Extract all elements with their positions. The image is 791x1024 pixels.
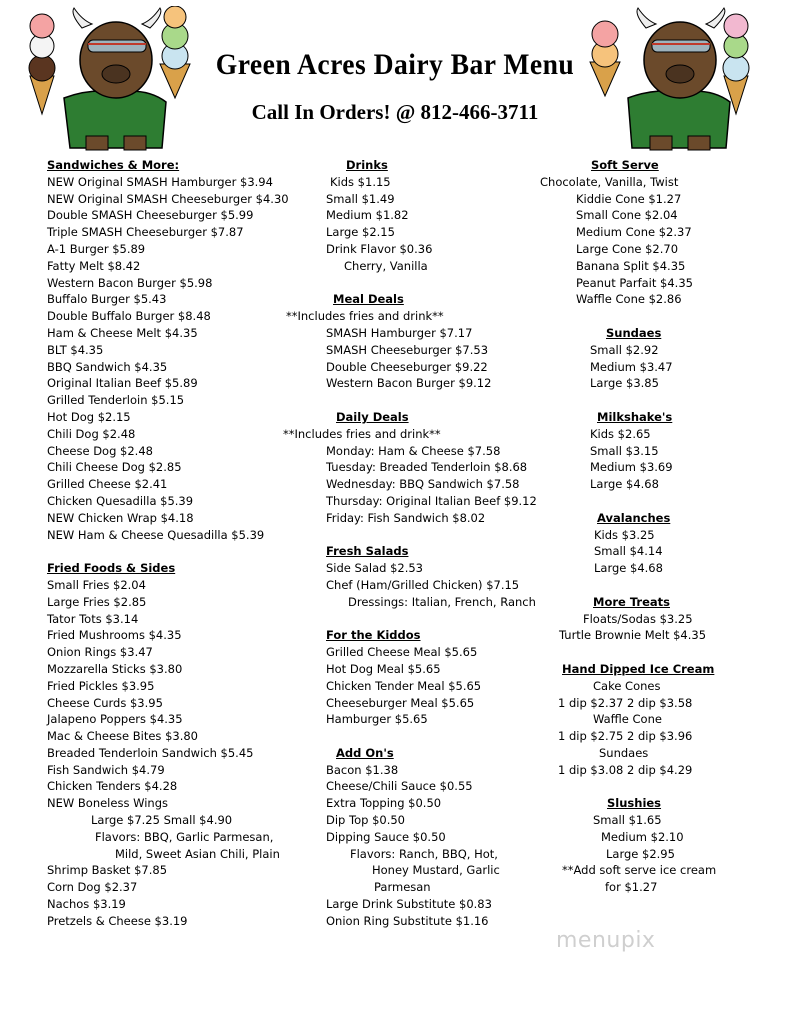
menu-item: Chicken Tenders $4.28 [47, 779, 178, 794]
spacer [540, 392, 716, 409]
menu-item: Pretzels & Cheese $3.19 [47, 913, 188, 928]
menu-column-left [47, 157, 289, 930]
menu-item: Medium $2.10 [601, 829, 684, 844]
menu-item: Cheese Dog $2.48 [47, 443, 153, 458]
menu-item: Chef (Ham/Grilled Chicken) $7.15 [326, 577, 520, 592]
menu-item: Small $2.92 [590, 342, 659, 357]
menu-item: Friday: Fish Sandwich $8.02 [326, 510, 486, 525]
menu-item: Grilled Cheese $2.41 [47, 477, 168, 492]
section-heading: Hand Dipped Ice Cream [562, 661, 715, 676]
section-heading: Fried Foods & Sides [47, 561, 176, 576]
spacer [326, 527, 537, 544]
menu-item: Buffalo Burger $5.43 [47, 292, 167, 307]
menu-item: Monday: Ham & Cheese $7.58 [326, 443, 501, 458]
menu-item: 1 dip $2.37 2 dip $3.58 [558, 695, 693, 710]
menu-item: Hot Dog Meal $5.65 [326, 661, 441, 676]
spacer [540, 308, 716, 325]
menu-item: Cherry, Vanilla [344, 258, 428, 273]
menu-item: 1 dip $2.75 2 dip $3.96 [558, 729, 693, 744]
menu-item: Dip Top $0.50 [326, 813, 405, 828]
menu-item: Large Cone $2.70 [576, 241, 679, 256]
menu-column-middle [283, 157, 537, 930]
menu-item: Mozzarella Sticks $3.80 [47, 661, 183, 676]
spacer [540, 493, 716, 510]
menu-item: Large $2.15 [326, 225, 395, 240]
call-in-orders-phone: Call In Orders! @ 812-466-3711 [251, 100, 539, 124]
menu-item: Corn Dog $2.37 [47, 880, 138, 895]
menu-item: Sundaes [599, 745, 649, 760]
menu-item: Floats/Sodas $3.25 [583, 611, 693, 626]
menu-item: Waffle Cone $2.86 [576, 292, 682, 307]
menu-item: Large $2.95 [606, 846, 675, 861]
menu-item: Nachos $3.19 [47, 897, 126, 912]
menu-item: Large $3.85 [590, 376, 659, 391]
menu-item: NEW Original SMASH Cheeseburger $4.30 [47, 191, 289, 206]
menu-item: Bacon $1.38 [326, 762, 399, 777]
menu-item: Waffle Cone [593, 712, 662, 727]
menu-item: 1 dip $3.08 2 dip $4.29 [558, 762, 693, 777]
menu-title: Green Acres Dairy Bar Menu [215, 48, 575, 81]
menu-item: Double Buffalo Burger $8.48 [47, 309, 211, 324]
menu-item: Jalapeno Poppers $4.35 [47, 712, 183, 727]
menu-item: Dressings: Italian, French, Ranch [348, 594, 536, 609]
section-heading: More Treats [593, 594, 670, 609]
menu-item: Cheese/Chili Sauce $0.55 [326, 779, 473, 794]
menu-item: BBQ Sandwich $4.35 [47, 359, 168, 374]
menu-item: Medium $3.47 [590, 359, 673, 374]
menu-item: NEW Ham & Cheese Quesadilla $5.39 [47, 527, 265, 542]
menu-item: SMASH Cheeseburger $7.53 [326, 342, 489, 357]
menu-item: Flavors: Ranch, BBQ, Hot, [350, 846, 498, 861]
menu-item: Banana Split $4.35 [576, 258, 686, 273]
menu-item: Chocolate, Vanilla, Twist [540, 174, 679, 189]
menu-item: Extra Topping $0.50 [326, 796, 442, 811]
section-heading: Milkshake's [597, 409, 673, 424]
menu-item: Western Bacon Burger $5.98 [47, 275, 213, 290]
section-heading: Soft Serve [591, 158, 659, 172]
spacer [326, 728, 537, 745]
section-heading: Fresh Salads [326, 544, 409, 559]
menu-item: Parmesan [374, 880, 431, 895]
menu-item: SMASH Hamburger $7.17 [326, 325, 473, 340]
menu-item: Cheeseburger Meal $5.65 [326, 695, 475, 710]
menu-item: Large $4.68 [590, 477, 659, 492]
menu-item: Flavors: BBQ, Garlic Parmesan, [95, 829, 274, 844]
menu-item: Breaded Tenderloin Sandwich $5.45 [47, 745, 254, 760]
menu-item: for $1.27 [605, 880, 658, 895]
spacer [540, 577, 716, 594]
section-heading: Avalanches [597, 510, 671, 525]
spacer [540, 644, 716, 661]
menu-item: BLT $4.35 [47, 342, 104, 357]
section-heading: Meal Deals [333, 292, 404, 307]
menu-item: Small $1.65 [593, 813, 662, 828]
menu-item: Cheese Curds $3.95 [47, 695, 163, 710]
menu-item: Fish Sandwich $4.79 [47, 762, 165, 777]
menu-column-right [540, 157, 716, 896]
menu-item: A-1 Burger $5.89 [47, 241, 146, 256]
menu-item: Cake Cones [593, 678, 661, 693]
menu-item: Chicken Tender Meal $5.65 [326, 678, 482, 693]
spacer [326, 392, 537, 409]
menu-item: Hamburger $5.65 [326, 712, 428, 727]
menu-item: Kiddie Cone $1.27 [576, 191, 682, 206]
menu-item: Turtle Brownie Melt $4.35 [559, 628, 707, 643]
menu-item: Fried Mushrooms $4.35 [47, 628, 182, 643]
section-heading: Sundaes [606, 325, 662, 340]
section-heading: Slushies [607, 796, 662, 811]
bison-mascot-right-icon [576, 6, 766, 152]
menu-item: Small Cone $2.04 [576, 208, 678, 223]
menu-item: Small Fries $2.04 [47, 577, 146, 592]
menu-item: Chicken Quesadilla $5.39 [47, 493, 194, 508]
menu-item: Kids $2.65 [590, 426, 651, 441]
menu-item: Honey Mustard, Garlic [372, 863, 500, 878]
section-heading: Drinks [346, 158, 388, 172]
bison-mascot-left-icon [24, 6, 214, 152]
menu-item: Tator Tots $3.14 [47, 611, 139, 626]
menu-item: Medium Cone $2.37 [576, 225, 692, 240]
menu-item: NEW Boneless Wings [47, 796, 168, 811]
menu-item: Thursday: Original Italian Beef $9.12 [326, 493, 537, 508]
spacer [540, 778, 716, 795]
menu-item: Chili Dog $2.48 [47, 426, 136, 441]
menu-item: **Includes fries and drink** [286, 309, 444, 324]
menu-item: Kids $1.15 [330, 174, 391, 189]
menu-item: Dipping Sauce $0.50 [326, 829, 446, 844]
menu-item: Fried Pickles $3.95 [47, 678, 155, 693]
menu-item: Peanut Parfait $4.35 [576, 275, 693, 290]
menupix-watermark: menupix [556, 928, 656, 953]
menu-item: Grilled Cheese Meal $5.65 [326, 645, 478, 660]
spacer [47, 543, 289, 560]
menu-item: NEW Chicken Wrap $4.18 [47, 510, 194, 525]
menu-item: Original Italian Beef $5.89 [47, 376, 198, 391]
menu-item: Double SMASH Cheeseburger $5.99 [47, 208, 254, 223]
menu-item: Onion Rings $3.47 [47, 645, 153, 660]
menu-item: Chili Cheese Dog $2.85 [47, 460, 182, 475]
section-heading: Add On's [336, 745, 394, 760]
menu-item: Fatty Melt $8.42 [47, 258, 141, 273]
menu-item: Western Bacon Burger $9.12 [326, 376, 492, 391]
menu-item: NEW Original SMASH Hamburger $3.94 [47, 174, 273, 189]
menu-item: Hot Dog $2.15 [47, 409, 131, 424]
menu-item: Medium $1.82 [326, 208, 409, 223]
menu-item: **Includes fries and drink** [283, 426, 441, 441]
section-heading: For the Kiddos [326, 628, 421, 643]
menu-item: Mild, Sweet Asian Chili, Plain [115, 846, 280, 861]
section-heading: Daily Deals [336, 409, 409, 424]
menu-item: Small $1.49 [326, 191, 395, 206]
menu-item: Large Fries $2.85 [47, 594, 147, 609]
menu-item: Large $7.25 Small $4.90 [91, 813, 233, 828]
menu-item: Large $4.68 [594, 561, 663, 576]
menu-item: Shrimp Basket $7.85 [47, 863, 168, 878]
menu-item: Small $3.15 [590, 443, 659, 458]
menu-item: Ham & Cheese Melt $4.35 [47, 325, 198, 340]
menu-item: **Add soft serve ice cream [562, 863, 717, 878]
menu-item: Onion Ring Substitute $1.16 [326, 913, 489, 928]
section-heading: Sandwiches & More: [47, 158, 180, 172]
menu-item: Mac & Cheese Bites $3.80 [47, 729, 198, 744]
menu-item: Medium $3.69 [590, 460, 673, 475]
menu-item: Small $4.14 [594, 544, 663, 559]
menu-item: Drink Flavor $0.36 [326, 241, 433, 256]
spacer [326, 611, 537, 628]
menu-item: Triple SMASH Cheeseburger $7.87 [47, 225, 244, 240]
menu-item: Double Cheeseburger $9.22 [326, 359, 488, 374]
menu-item: Grilled Tenderloin $5.15 [47, 393, 185, 408]
menu-item: Large Drink Substitute $0.83 [326, 897, 492, 912]
menu-item: Wednesday: BBQ Sandwich $7.58 [326, 477, 520, 492]
menu-item: Tuesday: Breaded Tenderloin $8.68 [326, 460, 528, 475]
spacer [326, 275, 537, 292]
menu-item: Side Salad $2.53 [326, 561, 423, 576]
menu-item: Kids $3.25 [594, 527, 655, 542]
